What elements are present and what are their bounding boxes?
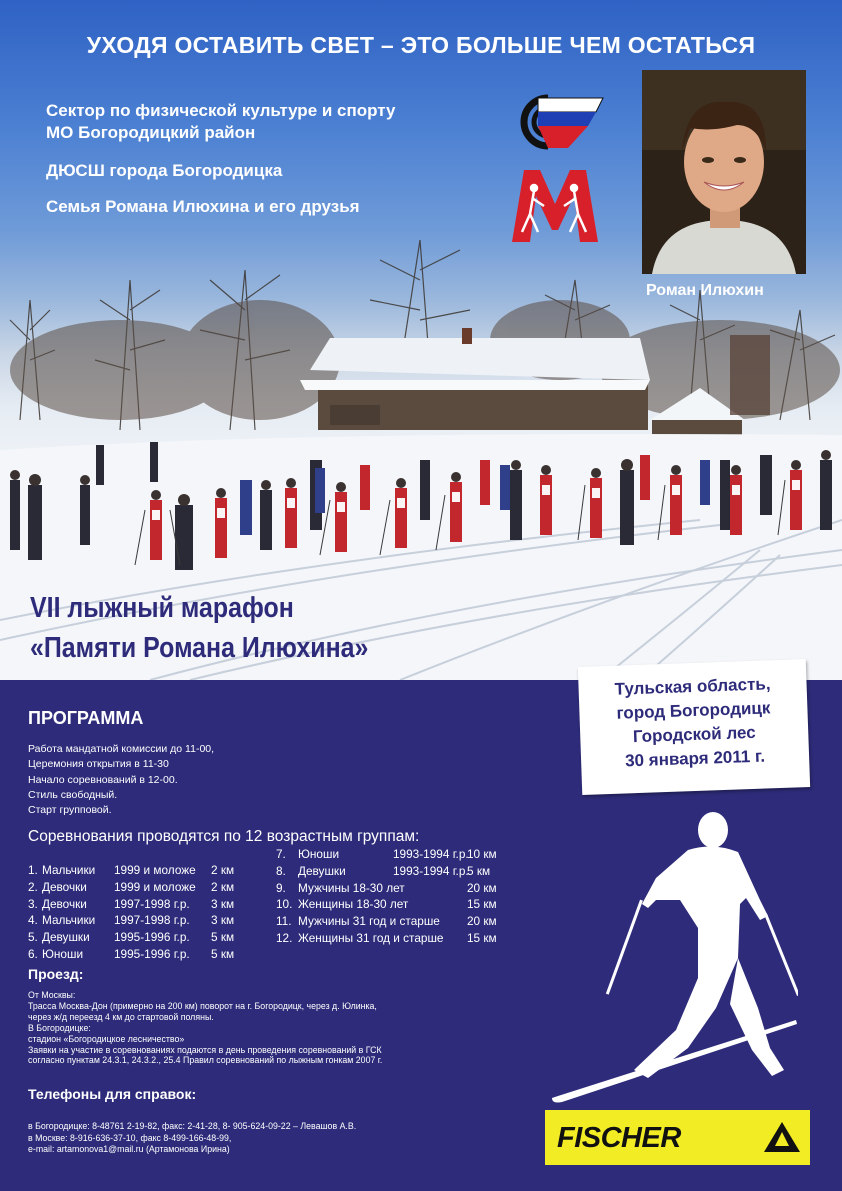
age-group-row (28, 912, 251, 929)
sport-federation-logo-icon (508, 92, 604, 152)
group-years: 1999 и моложе (114, 879, 196, 894)
group-number: 4. (28, 913, 38, 928)
organizer-family: Семья Романа Илюхина и его друзья (46, 197, 360, 216)
contact-line: в Богородицке: 8-48761 2-19-82, факс: 2-41-28, 8- 905-624-09-22 – Левашов А.В. (28, 1121, 357, 1131)
age-group-row (276, 846, 515, 863)
fischer-triangle-icon (763, 1120, 801, 1154)
group-distance: 2 км (211, 879, 235, 894)
travel-line: через ж/д переезд 4 км до стартовой поляны. (28, 1011, 214, 1022)
marathon-m-logo-icon (510, 166, 600, 244)
event-title-line-1: VII лыжный марафон (30, 592, 294, 624)
group-years: 1997-1998 г.р. (114, 913, 190, 928)
group-years: 1997-1998 г.р. (114, 896, 190, 911)
program-line: Начало соревнований в 12-00. (28, 773, 178, 786)
group-name: Девочки (42, 879, 87, 894)
group-number: 2. (28, 879, 38, 894)
portrait-caption: Роман Илюхин (646, 282, 764, 299)
sponsor-name: FISCHER (557, 1122, 681, 1154)
group-name: Юноши (298, 847, 340, 861)
group-distance: 20 км (467, 880, 497, 895)
location-venue: Городской лес (632, 722, 756, 747)
program-heading: ПРОГРАММА (28, 708, 144, 728)
contacts-heading: Телефоны для справок: (28, 1086, 197, 1102)
group-name: Юноши (42, 946, 84, 961)
group-distance: 2 км (211, 863, 235, 877)
event-title (30, 588, 368, 668)
contact-email[interactable]: e-mail: artamonova1@mail.ru (Артамонова Ирина) (28, 1144, 230, 1154)
age-group-row (276, 896, 515, 913)
group-name: Девочки (42, 896, 87, 911)
event-date: 30 января 2011 г. (624, 746, 766, 771)
contacts-list (28, 1121, 356, 1156)
group-distance: 20 км (467, 914, 497, 929)
travel-line: В Богородицке: (28, 1022, 91, 1033)
travel-heading: Проезд: (28, 966, 84, 982)
program-list (28, 742, 214, 818)
group-distance: 15 км (467, 930, 497, 945)
contact-line: в Москве: 8-916-636-37-10, факс 8-499-166-48-99, (28, 1132, 232, 1143)
organizer-sport-sector (46, 100, 396, 144)
program-line: Работа мандатной комиссии до 11-00, (28, 743, 215, 755)
location-date-card (578, 659, 810, 795)
age-group-row (28, 879, 251, 896)
travel-line: согласно пунктам 24.3.1, 24.3.2., 25.4 Правил соревнований по лыжным гонкам 2007 г. (28, 1055, 383, 1066)
sponsor-fischer-logo (545, 1110, 810, 1165)
group-years: 1993-1994 г.р. (393, 863, 469, 878)
group-number: 9. (276, 880, 286, 895)
age-group-row (28, 929, 251, 946)
group-name: Девушки (42, 930, 90, 945)
skier-silhouette-icon (548, 808, 798, 1104)
group-name: Мальчики (42, 863, 96, 877)
age-groups-left (28, 862, 251, 963)
group-number: 11. (276, 914, 292, 929)
group-number: 7. (276, 847, 286, 861)
motto-heading: УХОДЯ ОСТАВИТЬ СВЕТ – ЭТО БОЛЬШЕ ЧЕМ ОСТАТЬСЯ (86, 32, 756, 58)
group-name: Женщины 18-30 лет (298, 897, 409, 912)
portrait-photo (642, 70, 806, 274)
location-city: город Богородицк (616, 698, 771, 723)
group-years: 1999 и моложе (114, 863, 196, 877)
organizer-line-2: МО Богородицкий район (46, 123, 256, 142)
age-group-row (28, 862, 251, 879)
group-number: 8. (276, 863, 286, 878)
group-number: 10. (276, 897, 293, 912)
age-groups-heading: Соревнования проводятся по 12 возрастным группам: (28, 828, 420, 845)
group-name: Мужчины 31 год и старше (298, 914, 440, 929)
group-years: 1995-1996 г.р. (114, 930, 190, 945)
travel-line: От Москвы: (28, 990, 76, 1000)
age-group-row (276, 880, 515, 897)
event-title-line-2: «Памяти Романа Илюхина» (30, 632, 369, 664)
program-line: Стиль свободный. (28, 788, 118, 801)
travel-line: Трасса Москва-Дон (примерно на 200 км) поворот на г. Богородицк, через д. Юлинка, (28, 1000, 377, 1011)
group-number: 3. (28, 896, 38, 911)
organizer-school: ДЮСШ города Богородицка (46, 161, 283, 180)
group-name: Женщины 31 год и старше (298, 930, 444, 945)
group-distance: 5 км (211, 930, 235, 945)
group-name: Мужчины 18-30 лет (298, 880, 405, 895)
group-distance: 3 км (211, 913, 235, 928)
age-groups-right (276, 846, 515, 947)
portrait-image (642, 70, 806, 274)
age-group-row (276, 863, 515, 880)
age-group-row (276, 913, 515, 930)
group-distance: 15 км (467, 897, 497, 912)
travel-line: стадион «Богородицкое лесничество» (28, 1033, 185, 1044)
group-distance: 5 км (467, 863, 491, 878)
group-number: 1. (28, 863, 38, 877)
travel-directions (28, 990, 382, 1066)
age-group-row (28, 896, 251, 913)
group-number: 12. (276, 930, 293, 945)
group-distance: 10 км (467, 847, 497, 861)
group-number: 5. (28, 930, 38, 945)
group-name: Девушки (298, 863, 346, 878)
program-line: Старт групповой. (28, 804, 112, 817)
group-distance: 5 км (211, 946, 235, 961)
program-line: Церемония открытия в 11-30 (28, 758, 169, 771)
travel-line: Заявки на участие в соревнованиях подаются в день проведения соревнований в ГСК (28, 1044, 382, 1055)
location-region: Тульская область, (614, 674, 771, 699)
group-name: Мальчики (42, 913, 96, 928)
age-group-row (276, 930, 515, 947)
group-distance: 3 км (211, 896, 235, 911)
group-years: 1993-1994 г.р. (393, 847, 469, 861)
age-group-row (28, 946, 251, 963)
group-years: 1995-1996 г.р. (114, 946, 190, 961)
group-number: 6. (28, 946, 38, 961)
organizer-line-1: Сектор по физической культуре и спорту (46, 101, 396, 120)
